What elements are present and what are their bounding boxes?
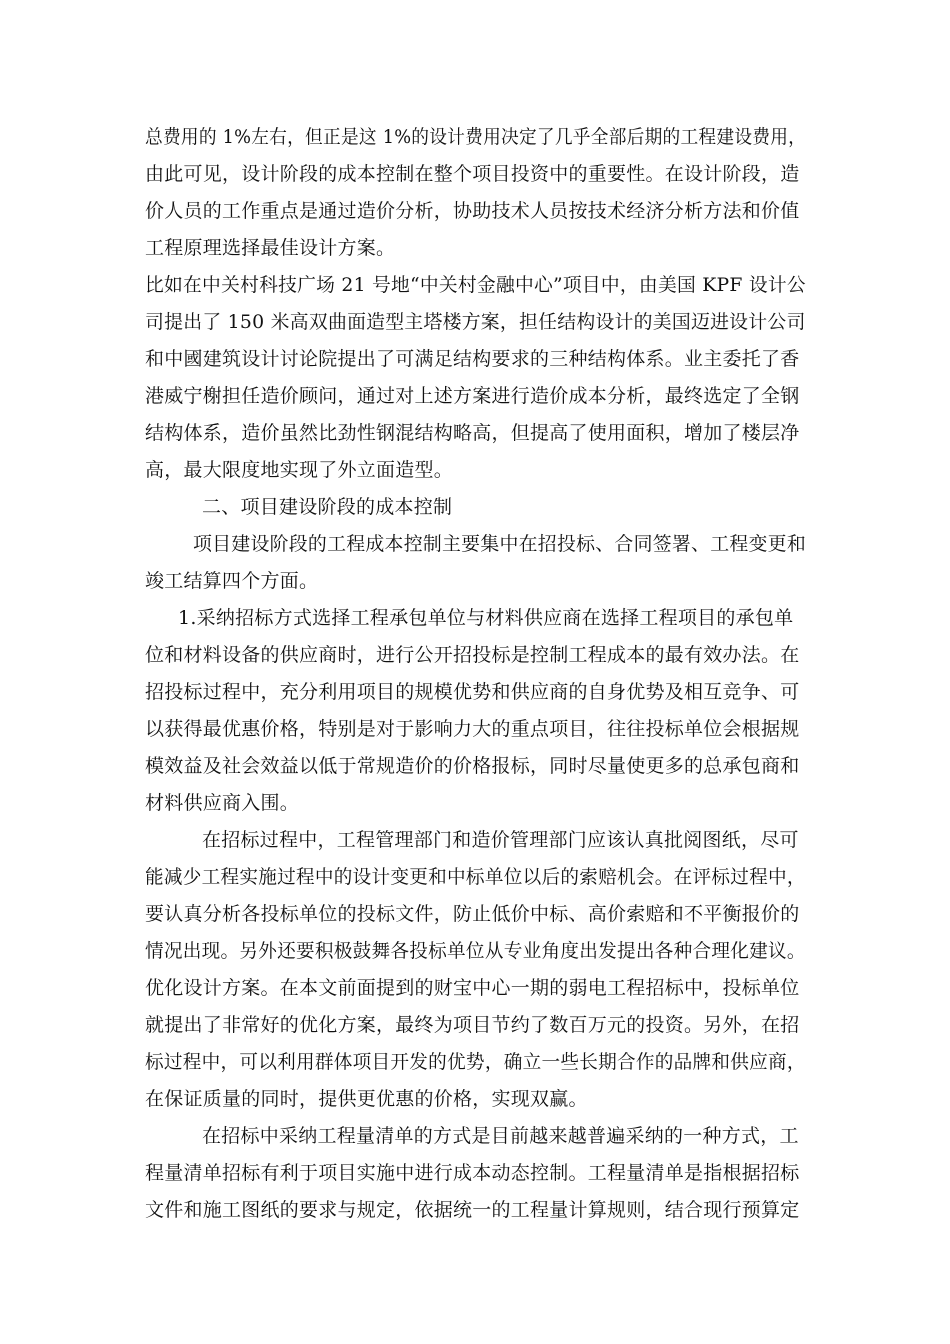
text-line: 招投标过程中，充分利用项目的规模优势和供应商的自身优势及相互竞争、可 bbox=[145, 681, 800, 703]
text-line: 在保证质量的同时，提供更优惠的价格，实现双赢。 bbox=[145, 1088, 588, 1110]
section-heading: 二、项目建设阶段的成本控制 bbox=[202, 496, 453, 518]
text-line: 项目建设阶段的工程成本控制主要集中在招投标、合同签署、工程变更和 bbox=[193, 533, 806, 555]
text-line: 司提出了 150 米高双曲面造型主塔楼方案，担任结构设计的美国迈进设计公司 bbox=[145, 311, 806, 333]
text-line: 总费用的 1%左右，但正是这 1%的设计费用决定了几乎全部后期的工程建设费用， bbox=[145, 126, 807, 148]
text-line: 位和材料设备的供应商时，进行公开招投标是控制工程成本的最有效办法。在 bbox=[145, 644, 800, 666]
text-line: 情况出现。另外还要积极鼓舞各投标单位从专业角度出发提出各种合理化建议。 bbox=[145, 940, 806, 962]
text-line: 就提出了非常好的优化方案，最终为项目节约了数百万元的投资。另外，在招 bbox=[145, 1014, 800, 1036]
text-line: 和中國建筑设计讨论院提出了可满足结构要求的三种结构体系。业主委托了香 bbox=[145, 348, 800, 370]
text-line: 港威宁榭担任造价顾问，通过对上述方案进行造价成本分析，最终选定了全钢 bbox=[145, 385, 800, 407]
text-line: 要认真分析各投标单位的投标文件，防止低价中标、高价索赔和不平衡报价的 bbox=[145, 903, 800, 925]
text-line: 结构体系，造价虽然比劲性钢混结构略高，但提高了使用面积，增加了楼层净 bbox=[145, 422, 800, 444]
text-line: 竣工结算四个方面。 bbox=[145, 570, 319, 592]
text-line: 模效益及社会效益以低于常规造价的价格报标，同时尽量使更多的总承包商和 bbox=[145, 755, 800, 777]
text-line: 高，最大限度地实现了外立面造型。 bbox=[145, 459, 454, 481]
text-line: 1.采纳招标方式选择工程承包单位与材料供应商在选择工程项目的承包单 bbox=[178, 607, 794, 629]
text-line: 在招标过程中，工程管理部门和造价管理部门应该认真批阅图纸，尽可 bbox=[202, 829, 799, 851]
text-line: 以获得最优惠价格，特别是对于影响力大的重点项目，往往投标单位会根据规 bbox=[145, 718, 800, 740]
text-line: 工程原理选择最佳设计方案。 bbox=[145, 237, 396, 259]
text-line: 比如在中关村科技广场 21 号地“中关村金融中心”项目中，由美国 KPF 设计公 bbox=[145, 274, 806, 296]
text-line: 由此可见，设计阶段的成本控制在整个项目投资中的重要性。在设计阶段，造 bbox=[145, 163, 800, 185]
text-line: 文件和施工图纸的要求与规定，依据统一的工程量计算规则，结合现行预算定 bbox=[145, 1199, 800, 1221]
text-line: 标过程中，可以利用群体项目开发的优势，确立一些长期合作的品牌和供应商， bbox=[145, 1051, 806, 1073]
text-line: 在招标中采纳工程量清单的方式是目前越来越普遍采纳的一种方式，工 bbox=[202, 1125, 799, 1147]
text-line: 优化设计方案。在本文前面提到的财宝中心一期的弱电工程招标中，投标单位 bbox=[145, 977, 800, 999]
text-line: 材料供应商入围。 bbox=[145, 792, 300, 814]
text-line: 价人员的工作重点是通过造价分析，协助技术人员按技术经济分析方法和价值 bbox=[145, 200, 800, 222]
text-line: 能减少工程实施过程中的设计变更和中标单位以后的索赔机会。在评标过程中， bbox=[145, 866, 806, 888]
text-line: 程量清单招标有利于项目实施中进行成本动态控制。工程量清单是指根据招标 bbox=[145, 1162, 800, 1184]
